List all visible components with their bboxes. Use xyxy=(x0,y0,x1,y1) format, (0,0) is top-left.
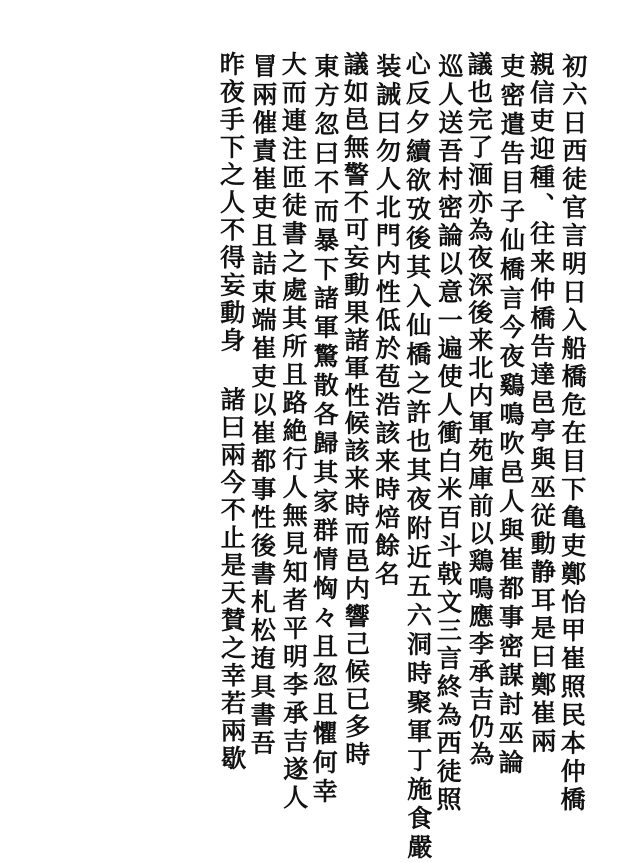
text-column: 初六日西徒官言明日入船橋危在目下亀吏鄭怡甲崔照民本仲橋 xyxy=(556,52,588,815)
calligraphy-text-block xyxy=(60,50,588,863)
text-column: 議如邑無警不可妄動果諸軍性候該来時而邑内響己候已多時 xyxy=(340,50,371,769)
text-column: 大而連注匝徒書之處其所且路絶行人無見知者平明李承吉遂人 xyxy=(278,50,309,813)
text-column: 心反夕續欲攷後其入仙橋之許也其夜附近五六洞時聚軍丁施食嚴 xyxy=(402,50,433,863)
text-column: 冒兩催責崔吏且詰束端崔吏以崔都事性後書札松迶具書吾 xyxy=(247,52,278,759)
text-column: 親信吏迎種、往来仲橋告達邑亭與巫従動静耳是曰鄭崔兩 xyxy=(526,50,557,757)
text-column: 東方忽曰不而暴下諸軍驚散各歸其家群情恟々且忽且懼何幸 xyxy=(308,52,340,808)
text-column: 昨夜手下之人不得妄動身 諸曰兩今不止是天賛之幸若兩歇 xyxy=(216,50,247,773)
text-column: 装誡曰勿人北門内性低於苞浩該来時焙餘名 xyxy=(371,52,402,589)
text-column: 吏密遣告目子仙橋言今夜鷄鳴吹邑人與崔都事密謀討巫論 xyxy=(495,52,526,779)
text-column: 議也完了湎亦為夜深後来北内軍苑庫前以鶏鳴應李承吉仍為 xyxy=(464,50,495,769)
text-column: 巡人送吾村密論以意一遍使人衝白米百斗戟文三言終為西徒照 xyxy=(432,52,464,815)
